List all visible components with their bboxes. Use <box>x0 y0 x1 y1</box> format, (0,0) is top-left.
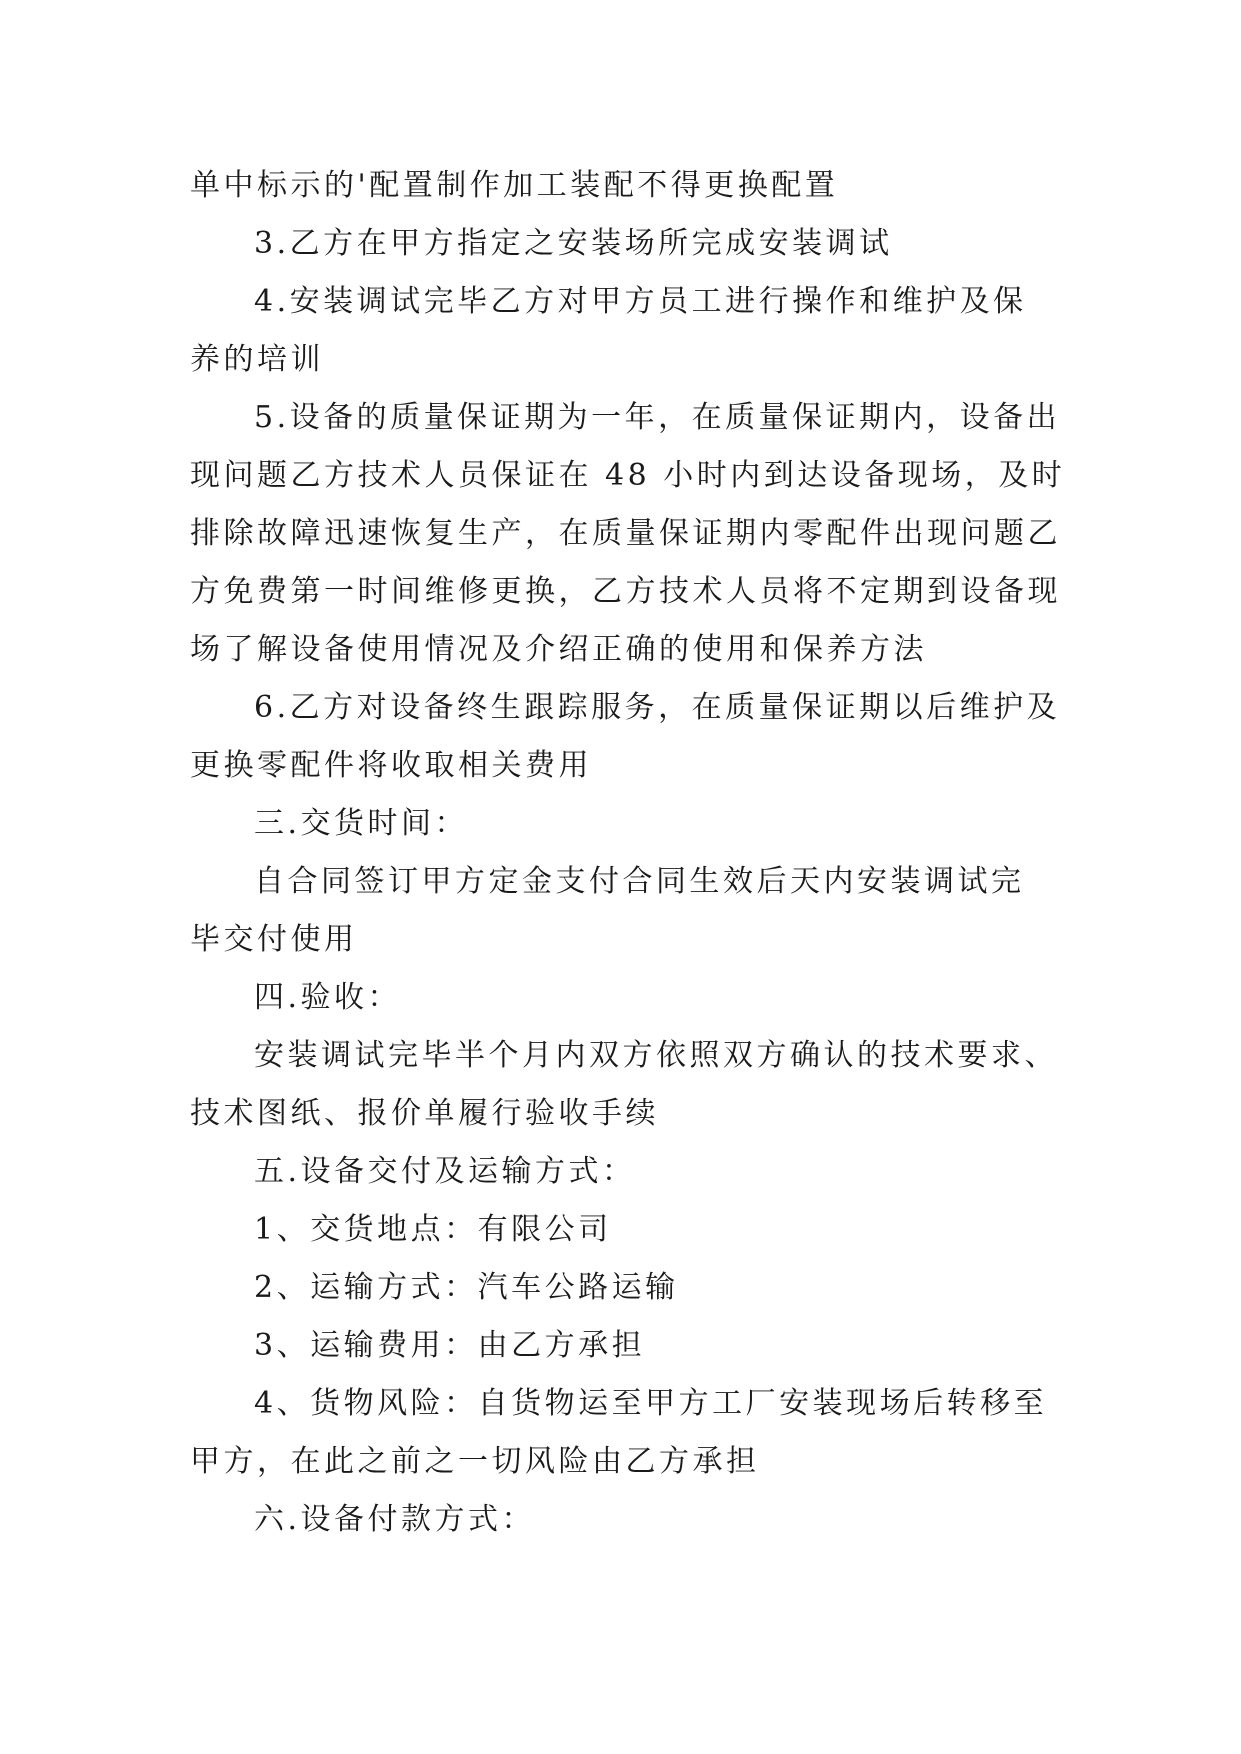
text-line: 自合同签订甲方定金支付合同生效后天内安装调试完 <box>254 864 1025 899</box>
text-line: 现问题乙方技术人员保证在 48 小时内到达设备现场，及时 <box>190 458 1066 493</box>
text-line: 1、交货地点：有限公司 <box>254 1212 612 1247</box>
text-line: 安装调试完毕半个月内双方依照双方确认的技术要求、 <box>254 1038 1058 1073</box>
text-line: 4、货物风险：自货物运至甲方工厂安装现场后转移至 <box>254 1386 1048 1421</box>
document-body <box>190 157 1070 1549</box>
text-line: 6.乙方对设备终生跟踪服务，在质量保证期以后维护及 <box>254 690 1061 725</box>
text-line: 方免费第一时间维修更换，乙方技术人员将不定期到设备现 <box>190 574 1061 609</box>
text-line: 排除故障迅速恢复生产，在质量保证期内零配件出现问题乙 <box>190 516 1061 551</box>
text-line: 养的培训 <box>190 342 324 377</box>
text-line: 四.验收： <box>254 980 402 1015</box>
text-line: 5.设备的质量保证期为一年，在质量保证期内，设备出 <box>254 400 1061 435</box>
text-line: 毕交付使用 <box>190 922 358 957</box>
text-line: 三.交货时间： <box>254 806 469 841</box>
text-line: 2、运输方式：汽车公路运输 <box>254 1270 679 1305</box>
text-line: 3.乙方在甲方指定之安装场所完成安装调试 <box>254 226 893 261</box>
text-line: 单中标示的'配置制作加工装配不得更换配置 <box>190 168 839 203</box>
text-line: 甲方，在此之前之一切风险由乙方承担 <box>190 1444 760 1479</box>
text-line: 五.设备交付及运输方式： <box>254 1154 636 1189</box>
text-line: 六.设备付款方式： <box>254 1502 536 1537</box>
text-line: 技术图纸、报价单履行验收手续 <box>190 1096 659 1131</box>
text-line: 更换零配件将收取相关费用 <box>190 748 592 783</box>
text-line: 4.安装调试完毕乙方对甲方员工进行操作和维护及保 <box>254 284 1027 319</box>
text-line: 场了解设备使用情况及介绍正确的使用和保养方法 <box>190 632 927 667</box>
text-line: 3、运输费用：由乙方承担 <box>254 1328 646 1363</box>
